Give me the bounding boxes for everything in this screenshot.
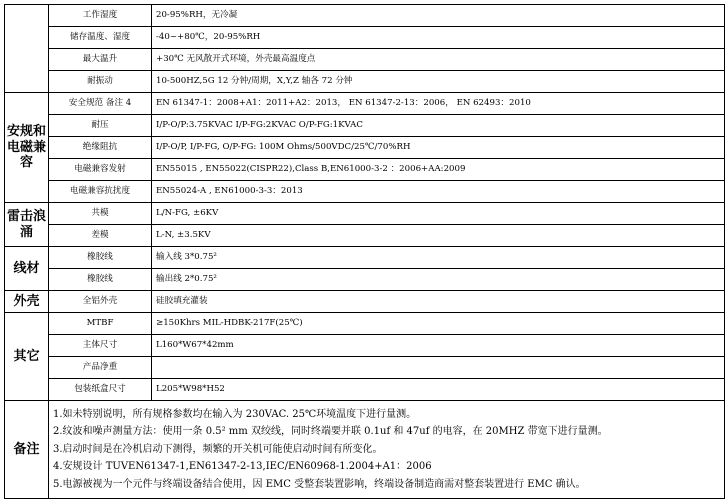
- spec-value: 20-95%RH，无冷凝: [152, 5, 725, 27]
- spec-table: [4, 4, 725, 499]
- table-row: [5, 225, 725, 247]
- table-row: [5, 49, 725, 71]
- spec-value: 输入线 3*0.75²: [152, 247, 725, 269]
- spec-value: L/N-FG, ±6KV: [152, 203, 725, 225]
- spec-value: EN 61347-1：2008+A1：2011+A2：2013， EN 61347-2-13：2006， EN 62493：2010: [152, 93, 725, 115]
- spec-value: I/P-O/P:3.75KVAC I/P-FG:2KVAC O/P-FG:1KVAC: [152, 115, 725, 137]
- wire-category: 线材: [5, 247, 49, 291]
- table-row: [5, 291, 725, 313]
- spec-label: 包装纸盒尺寸: [49, 379, 152, 401]
- table-row: [5, 137, 725, 159]
- table-row: [5, 93, 725, 115]
- spec-label: 差模: [49, 225, 152, 247]
- spec-label: 共模: [49, 203, 152, 225]
- table-row: [5, 27, 725, 49]
- spec-label: 安全规范 备注 4: [49, 93, 152, 115]
- note-line: 2.纹波和噪声测量方法：使用一条 0.5² mm 双绞线，同时终端要并联 0.1uf 和 47uf 的电容，在 20MHZ 带宽下进行量测。: [53, 426, 608, 438]
- spec-value: L-N, ±3.5KV: [152, 225, 725, 247]
- table-row: [5, 115, 725, 137]
- other-category: 其它: [5, 313, 49, 401]
- housing-category: 外壳: [5, 291, 49, 313]
- environment-category-cell: [5, 5, 49, 93]
- spec-value: 硅胶填充灌装: [152, 291, 725, 313]
- notes-category: 备注: [5, 401, 49, 499]
- table-row: [5, 181, 725, 203]
- spec-value: [152, 357, 725, 379]
- table-row: [5, 401, 725, 499]
- spec-label: 主体尺寸: [49, 335, 152, 357]
- spec-label: 全铝外壳: [49, 291, 152, 313]
- spec-value: EN55015 , EN55022(CISPR22),Class B,EN61000-3-2 ：2006+AA:2009: [152, 159, 725, 181]
- spec-label: 工作湿度: [49, 5, 152, 27]
- spec-value: ≥150Khrs MIL-HDBK-217F(25℃): [152, 313, 725, 335]
- spec-label: 电磁兼容抗扰度: [49, 181, 152, 203]
- spec-label: 最大温升: [49, 49, 152, 71]
- table-row: [5, 379, 725, 401]
- notes-cell: [49, 401, 725, 499]
- table-row: [5, 203, 725, 225]
- spec-label: 橡胶线: [49, 269, 152, 291]
- spec-value: L205*W98*H52: [152, 379, 725, 401]
- spec-label: 储存温度、湿度: [49, 27, 152, 49]
- spec-value: I/P-O/P, I/P-FG, O/P-FG: 100M Ohms/500VDC/25℃/70%RH: [152, 137, 725, 159]
- spec-value: 10-500HZ,5G 12 分钟/周期，X,Y,Z 轴各 72 分钟: [152, 71, 725, 93]
- table-row: [5, 357, 725, 379]
- table-row: [5, 159, 725, 181]
- table-row: [5, 71, 725, 93]
- spec-label: MTBF: [49, 313, 152, 335]
- table-row: [5, 313, 725, 335]
- spec-value: +30℃ 无风散开式环境，外壳最高温度点: [152, 49, 725, 71]
- spec-label: 耐振动: [49, 71, 152, 93]
- spec-label: 产品净重: [49, 357, 152, 379]
- spec-label: 绝缘阻抗: [49, 137, 152, 159]
- spec-value: EN55024-A , EN61000-3-3：2013: [152, 181, 725, 203]
- note-line: 4.安规设计 TUVEN61347-1,EN61347-2-13,IEC/EN60968-1.2004+A1：2006: [53, 461, 432, 473]
- table-row: [5, 269, 725, 291]
- spec-label: 橡胶线: [49, 247, 152, 269]
- safety-category: 安规和电磁兼容: [5, 93, 49, 203]
- note-line: 3.启动时间是在冷机启动下测得，频繁的开关机可能使启动时间有所变化。: [53, 443, 383, 455]
- spec-value: L160*W67*42mm: [152, 335, 725, 357]
- note-line: 1.如未特别说明，所有规格参数均在输入为 230VAC. 25℃环境温度下进行量测。: [53, 408, 417, 420]
- note-line: 5.电源被视为一个元件与终端设备结合使用，因 EMC 受整套装置影响，终端设备制造商需对整套装置进行 EMC 确认。: [53, 478, 586, 490]
- spec-value: 输出线 2*0.75²: [152, 269, 725, 291]
- table-row: [5, 247, 725, 269]
- spec-value: -40~+80℃，20-95%RH: [152, 27, 725, 49]
- spec-label: 耐压: [49, 115, 152, 137]
- spec-label: 电磁兼容发射: [49, 159, 152, 181]
- table-row: [5, 5, 725, 27]
- surge-category: 雷击浪涌: [5, 203, 49, 247]
- table-row: [5, 335, 725, 357]
